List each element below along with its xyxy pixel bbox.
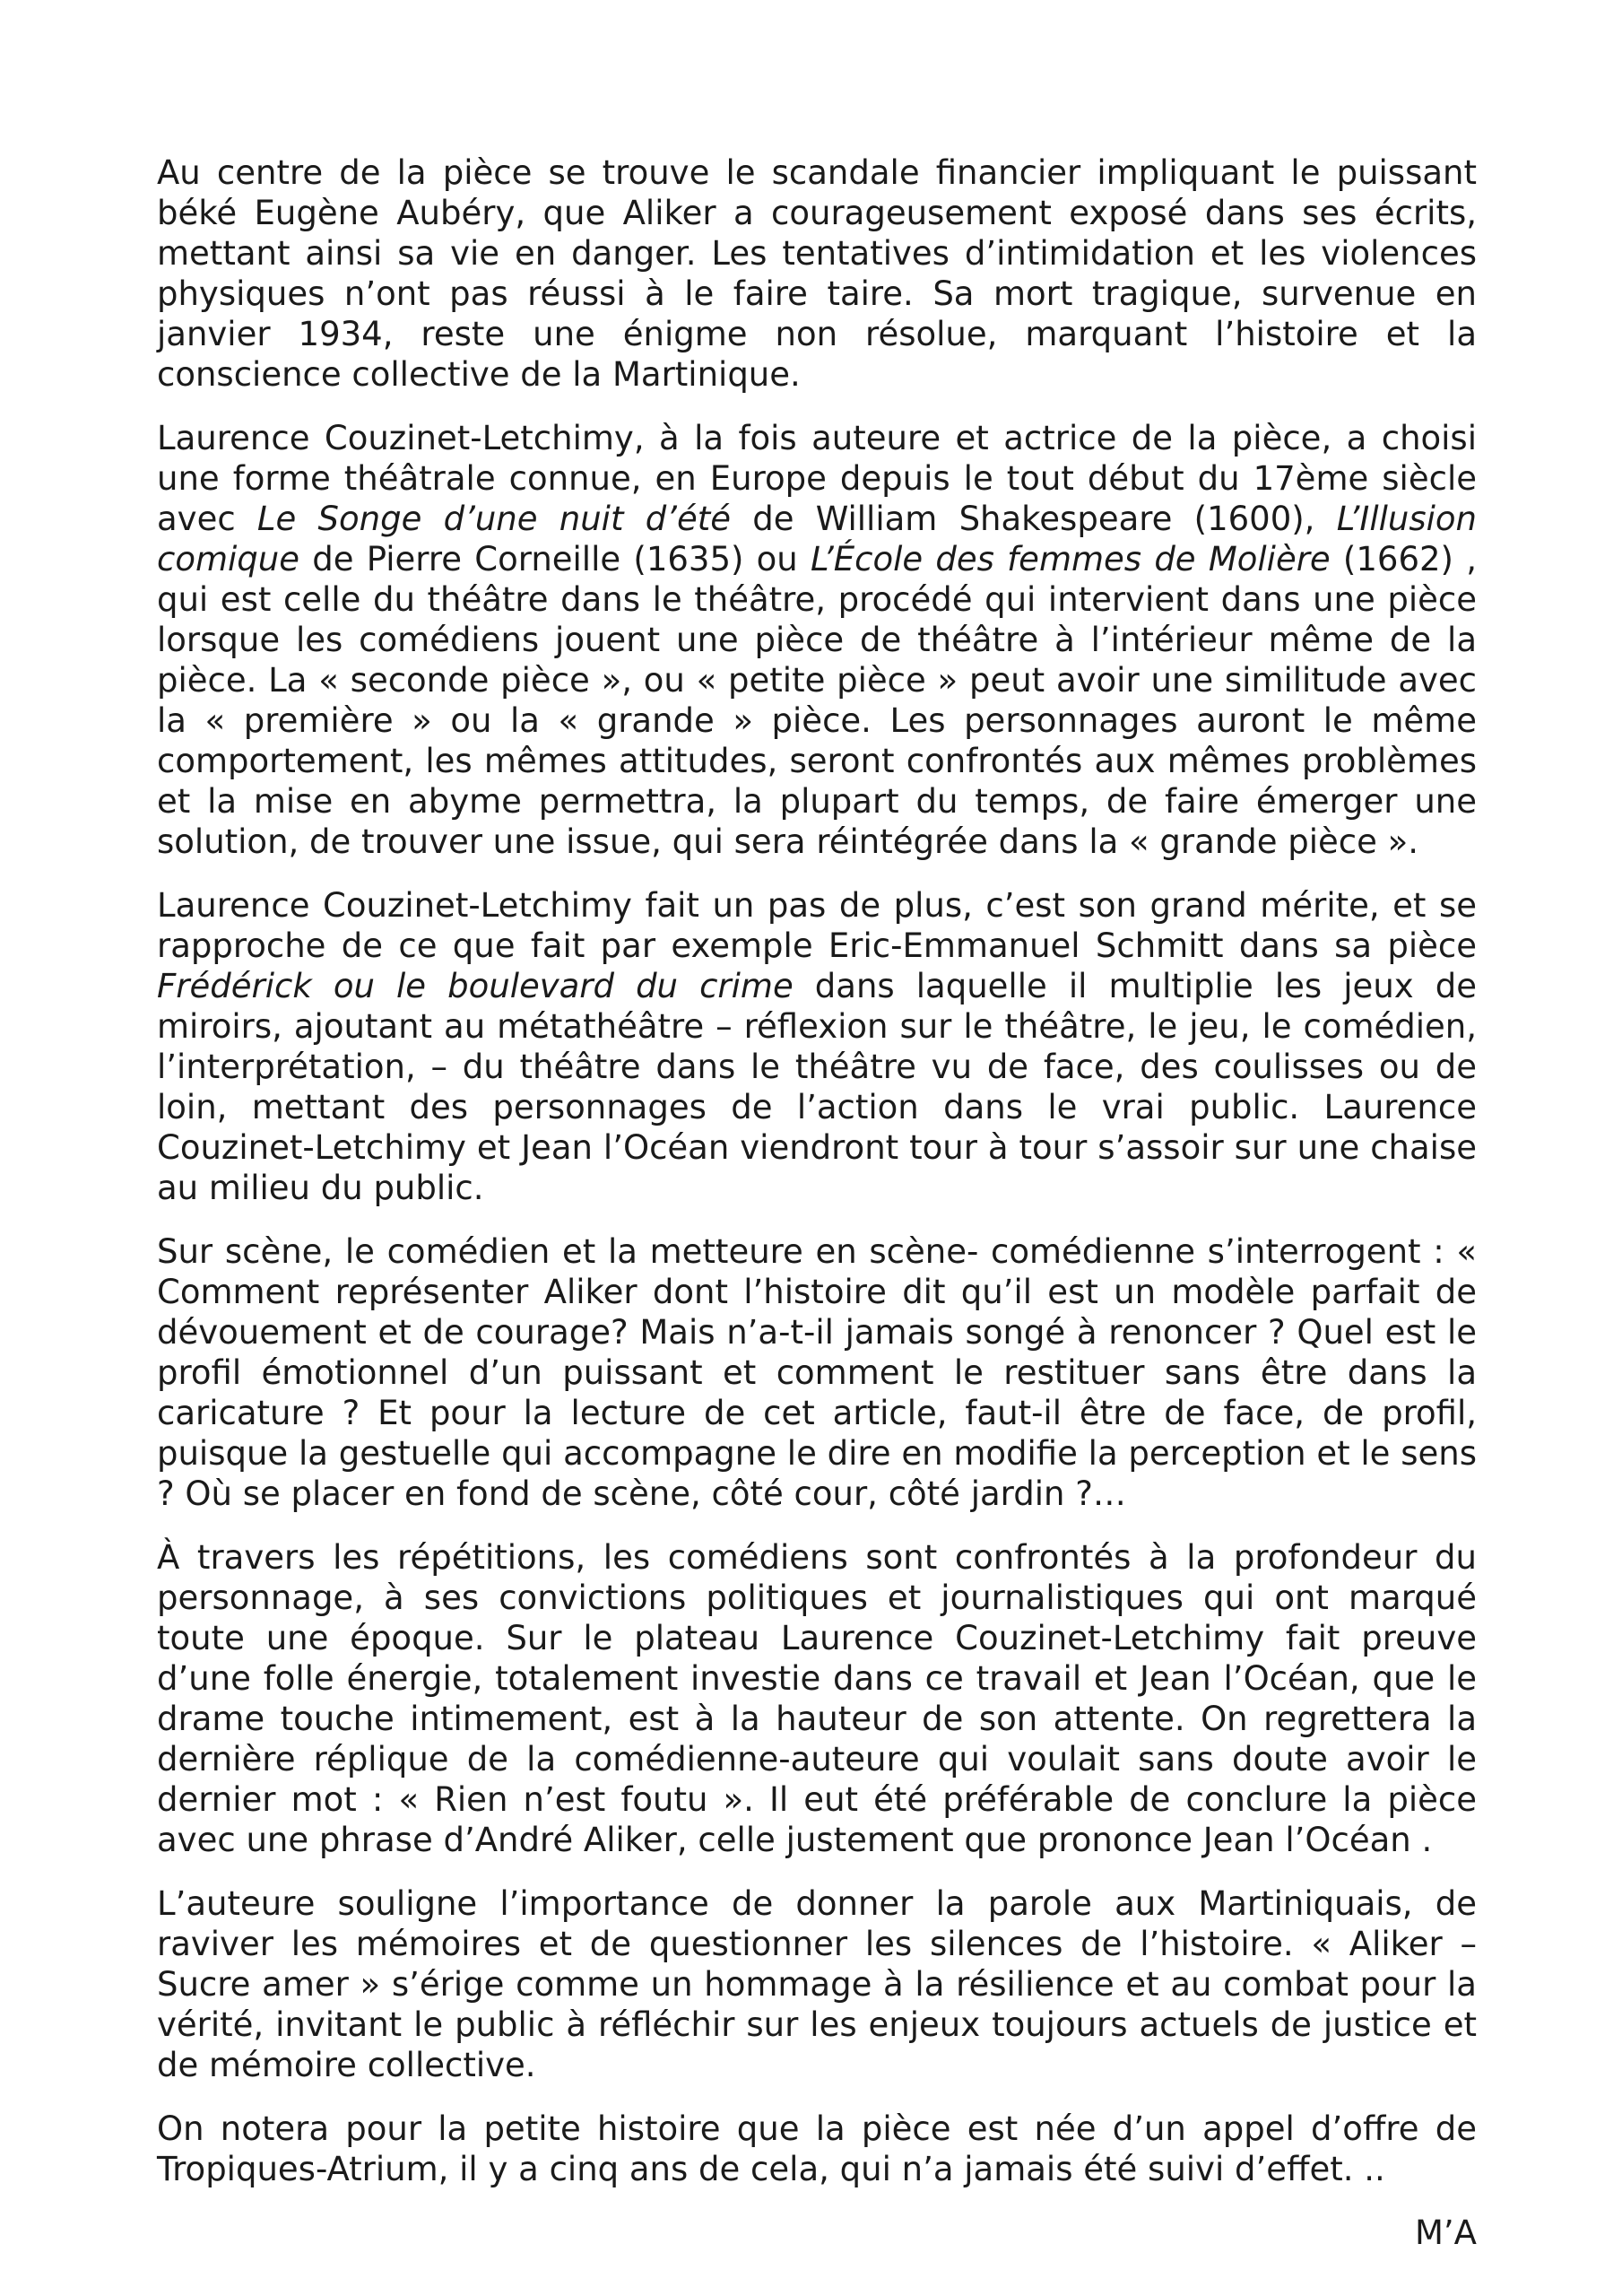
paragraph [157, 885, 1477, 1208]
paragraph [157, 1537, 1477, 1860]
paragraph-text: de William Shakespeare (1600), [730, 500, 1337, 538]
paragraph [157, 418, 1477, 862]
work-title: Frédérick ou le boulevard du crime [157, 967, 794, 1005]
work-title: L’Illusion comique [157, 500, 1477, 578]
paragraph-text: Sur scène, le comédien et la metteure en scène- comédienne s’interrogent : « Comment représenter Aliker dont l’histoire dit qu’il est un modèle parfait de dévouement et de courage? Mais n’a-t-il jamais songé à renoncer ? Quel est le profil émotionnel d’un puissant et comment le restituer sans être dans la caricature ? Et pour la lecture de cet article, faut-il être de face, de profil, puisque la gestuelle qui accompagne le dire en modifie la perception et le sens ? Où se placer en fond de scène, côté cour, côté jardin ?… [157, 1232, 1477, 1513]
document-page [157, 152, 1477, 2253]
paragraph-text: de Pierre Corneille (1635) ou [299, 540, 811, 578]
paragraph-text: Au centre de la pièce se trouve le scandale financier impliquant le puissant béké Eugène Aubéry, que Aliker a courageusement exposé dans ses écrits, mettant ainsi sa vie en danger. Les tentatives d’intimidation et les violences physiques n’ont pas réussi à le faire taire. Sa mort tragique, survenue en janvier 1934, reste une énigme non résolue, marquant l’histoire et la conscience collective de la Martinique. [157, 153, 1477, 394]
work-title: L’École des femmes de Molière [811, 540, 1331, 578]
paragraph-text: On notera pour la petite histoire que la pièce est née d’un appel d’offre de Tropiques-Atrium, il y a cinq ans de cela, qui n’a jamais été suivi d’effet. .. [157, 2109, 1477, 2188]
work-title: Le Songe d’une nuit d’été [256, 500, 731, 538]
paragraph [157, 1231, 1477, 1514]
paragraph-text: Laurence Couzinet-Letchimy fait un pas de plus, c’est son grand mérite, et se rapproche de ce que fait par exemple Eric-Emmanuel Schmitt dans sa pièce [157, 886, 1477, 965]
paragraph [157, 152, 1477, 395]
author-signature: M’A [1415, 2213, 1477, 2252]
paragraph-text: À travers les répétitions, les comédiens sont confrontés à la profondeur du personnage, à ses convictions politiques et journalistiques qui ont marqué toute une époque. Sur le plateau Laurence Couzinet-Letchimy fait preuve d’une folle énergie, totalement investie dans ce travail et Jean l’Océan, que le drame touche intimement, est à la hauteur de son attente. On regrettera la dernière réplique de la comédienne-auteure qui voulait sans doute avoir le dernier mot : « Rien n’est foutu ». Il eut été préférable de conclure la pièce avec une phrase d’André Aliker, celle justement que prononce Jean l’Océan . [157, 1538, 1477, 1859]
paragraph-text: (1662) , qui est celle du théâtre dans le théâtre, procédé qui intervient dans une pièce lorsque les comédiens jouent une pièce de théâtre à l’intérieur même de la pièce. La « seconde pièce », ou « petite pièce » peut avoir une similitude avec la « première » ou la « grande » pièce. Les personnages auront le même comportement, les mêmes attitudes, seront confrontés aux mêmes problèmes et la mise en abyme permettra, la plupart du temps, de faire émerger une solution, de trouver une issue, qui sera réintégrée dans la « grande pièce ». [157, 540, 1477, 861]
paragraph-text: Laurence Couzinet-Letchimy, à la fois auteure et actrice de la pièce, a choisi une forme théâtrale connue, en Europe depuis le tout début du 17ème siècle avec [157, 419, 1477, 538]
paragraph-text: dans laquelle il multiplie les jeux de miroirs, ajoutant au métathéâtre – réflexion sur le théâtre, le jeu, le comédien, l’interprétation, – du théâtre dans le théâtre vu de face, des coulisses ou de loin, mettant des personnages de l’action dans le vrai public. Laurence Couzinet-Letchimy et Jean l’Océan viendront tour à tour s’assoir sur une chaise au milieu du public. [157, 967, 1477, 1207]
paragraph [157, 2109, 1477, 2189]
paragraph-text: L’auteure souligne l’importance de donner la parole aux Martiniquais, de raviver les mémoires et de questionner les silences de l’histoire. « Aliker – Sucre amer » s’érige comme un hommage à la résilience et au combat pour la vérité, invitant le public à réfléchir sur les enjeux toujours actuels de justice et de mémoire collective. [157, 1884, 1477, 2084]
paragraph [157, 1883, 1477, 2085]
